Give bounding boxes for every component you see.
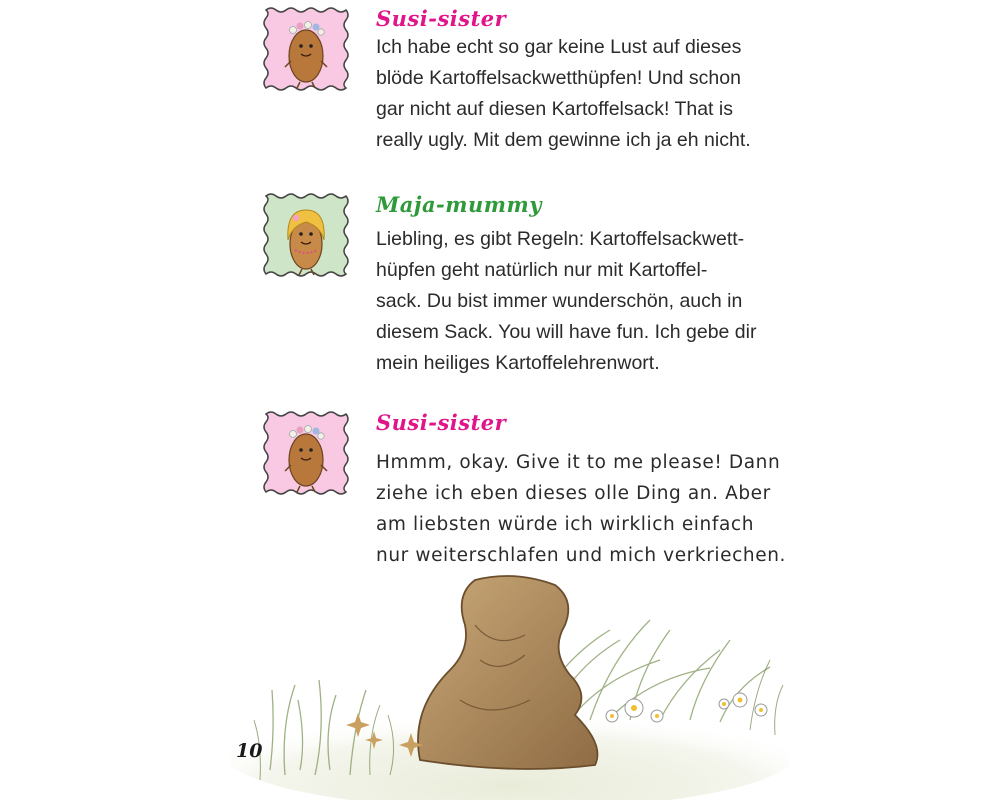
dialogue-line: Hmmm, okay. Give it to me please! Dann [376,452,781,473]
potato-girl-with-flower-crown-icon [262,410,350,500]
dialogue-line: nur weiterschlafen und mich verkriechen. [376,545,787,566]
dialogue-line: sack. Du bist immer wunderschön, auch in [376,290,743,312]
dialogue-line: hüpfen geht natürlich nur mit Kartoffel- [376,259,708,281]
burlap-sack-in-grass-icon [230,570,790,800]
dialogue-line: Liebling, es gibt Regeln: Kartoffelsackwett- [376,228,745,250]
dialogue-line: Ich habe echt so gar keine Lust auf dieses [376,36,742,58]
speaker-name: Susi-sister [376,6,507,31]
potato-mother-with-blonde-hair-icon [262,192,350,282]
dialogue-line: gar nicht auf diesen Kartoffelsack! That is [376,98,733,120]
dialogue-line: blöde Kartoffelsackwetthüpfen! Und schon [376,67,741,89]
dialogue-line: really ugly. Mit dem gewinne ich ja eh nicht. [376,129,751,151]
dialogue-line: ziehe ich eben dieses olle Ding an. Aber [376,483,771,504]
page-number: 10 [236,740,263,762]
speaker-name: Maja-mummy [376,192,542,217]
dialogue-line: diesem Sack. You will have fun. Ich gebe dir [376,321,757,343]
dialogue-line: mein heiliges Kartoffelehrenwort. [376,352,660,374]
dialogue-line: am liebsten würde ich wirklich einfach [376,514,755,535]
speaker-name: Susi-sister [376,410,507,435]
potato-girl-with-flower-crown-icon [262,6,350,96]
